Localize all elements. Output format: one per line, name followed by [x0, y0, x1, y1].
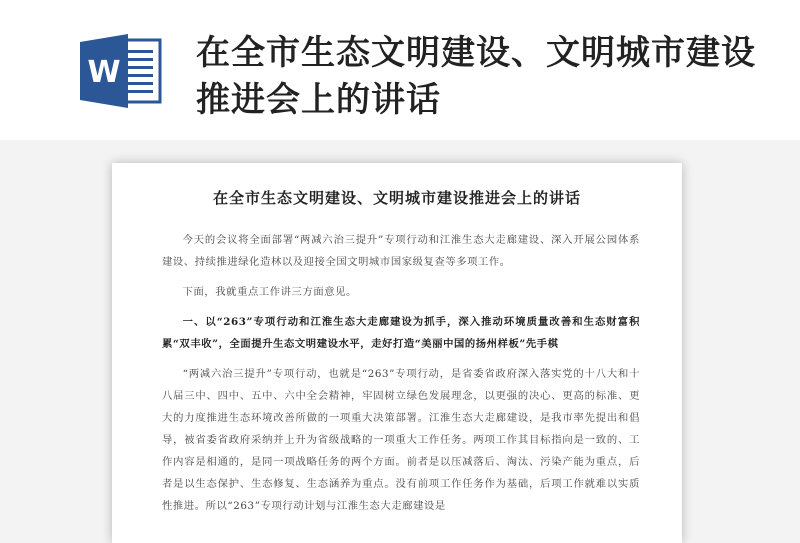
microsoft-word-icon	[78, 32, 164, 110]
document-title: 在全市生态文明建设、文明城市建设推进会上的讲话	[212, 189, 581, 207]
banner	[0, 0, 800, 140]
section-heading: 一、以“263”专项行动和江淮生态大走廊建设为抓手，深入推动环境质量改善和生态财富积累“双丰收”，全面提升生态文明建设水平，走好打造“美丽中国的扬州样板”先手棋	[162, 316, 640, 350]
word-icon-letter: W	[87, 55, 121, 90]
document-page	[112, 163, 682, 543]
paragraph-intro: 今天的会议将全面部署“两减六治三提升”专项行动和江淮生态大走廊建设、深入开展公园体系建设、持续推进绿化造林以及迎接全国文明城市国家级复查等多项工作。	[162, 234, 640, 268]
paragraph-outline: 下面，我就重点工作讲三方面意见。	[182, 286, 357, 298]
document-body	[162, 229, 640, 525]
paragraph-body: “两减六治三提升”专项行动，也就是“263”专项行动，是省委省政府深入落实党的十八大和十八届三中、四中、五中、六中全会精神，牢固树立绿色发展理念，以更强的决心、更高的标准、更大的力度推进生态环境改善所做的一项重大决策部署。江淮生态大走廊建设，是我市率先提出和倡导，被省委省政府采纳并上升为省级战略的一项重大工作任务。两项工作其目标指向是一致的、工作内容是相通的，是同一项战略任务的两个方面。前者是以压减落后、淘汰、污染产能为重点，后者是以生态保护、生态修复、生态涵养为重点。没有前项工作任务作为基础，后项工作就难以实质性推进。所以“263”专项行动计划与江淮生态大走廊建设是	[162, 368, 640, 512]
banner-title: 在全市生态文明建设、文明城市建设推进会上的讲话	[196, 33, 756, 120]
